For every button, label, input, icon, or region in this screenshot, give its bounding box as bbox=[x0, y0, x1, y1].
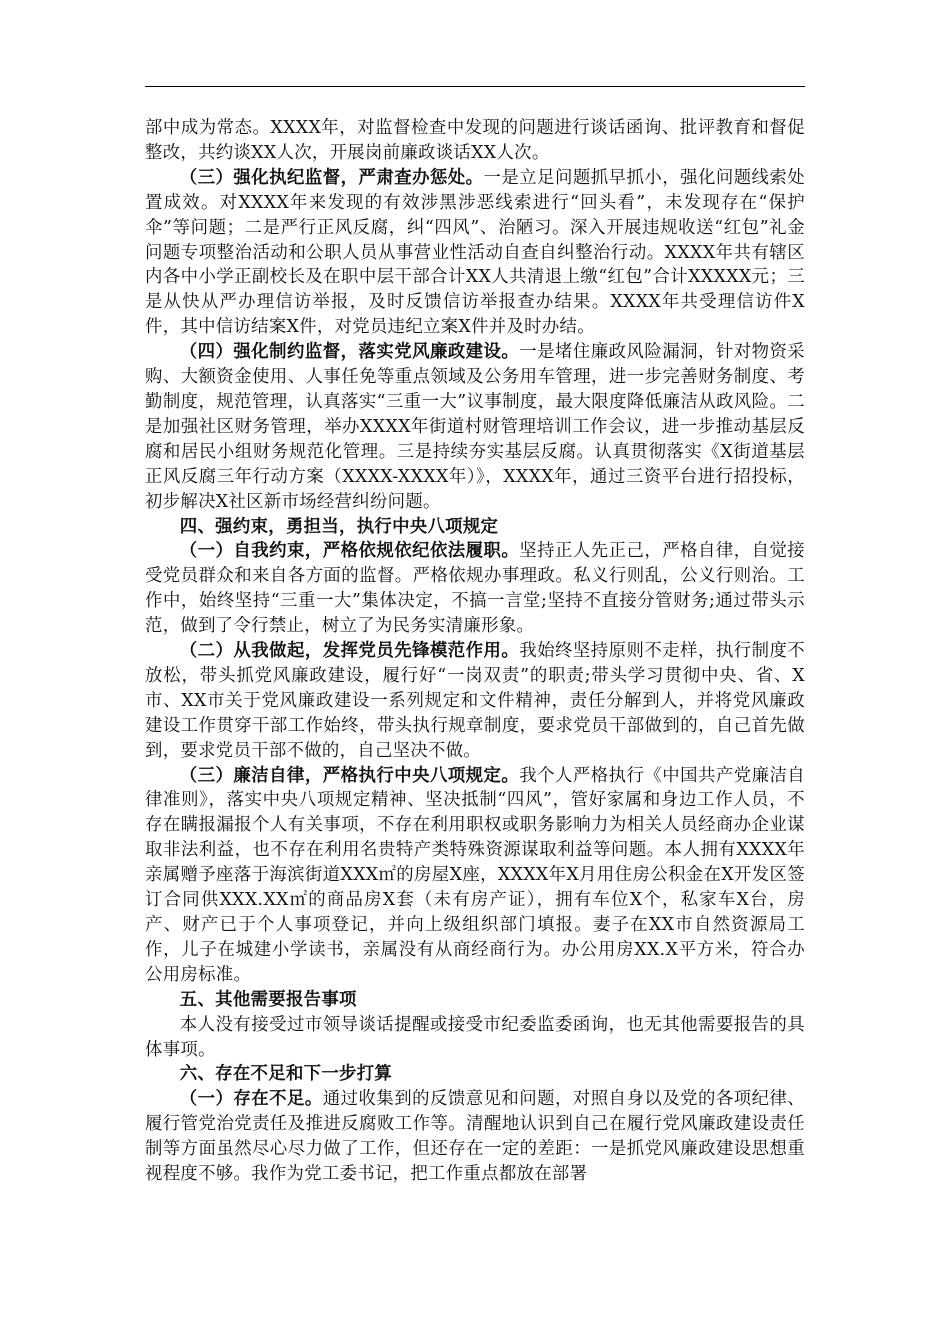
paragraph-text: 坚持正人先正己，严格自律，自觉接受党员群众和来自各方面的监督。严格依规办事理政。私义行则乱，公义行则治。工作中，始终坚持“三重一大”集体决定，不搞一言堂;坚持不直接分管财务;通过带头示范，做到了令行禁止，树立了为民务实清廉形象。 bbox=[145, 541, 806, 637]
paragraph-lead: （一）存在不足。 bbox=[179, 1089, 323, 1110]
paragraph-text: 我个人严格执行《中国共产党廉洁自律准则》，落实中央八项规定精神、坚决抵制“四风”，管好家属和身边工作人员，不存在瞒报漏报个人有关事项，不存在利用职权或职务影响力为相关人员经商办企业谋取非法利益，也不存在利用名贵特产类特殊资源谋取利益等问题。本人拥有XXXX年亲属赠予座落于海滨街道XXX㎡的房屋X座，XXXX年X月用住房公积金在X开发区签订合同供XXX.XX㎡的商品房X套（未有房产证），拥有车位X个，私家车X台，房产、财产已于个人事项登记，并向上级组织部门填报。妻子在XX市自然资源局工作，儿子在城建小学读书，亲属没有从商经商行为。办公用房XX.X平方米，符合办公用房标准。 bbox=[145, 765, 806, 985]
paragraph-lead: （二）从我做起，发挥党员先锋模范作用。 bbox=[179, 641, 520, 662]
paragraph bbox=[145, 1087, 805, 1187]
paragraph-text: 一是立足问题抓早抓小，强化问题线索处置成效。对XXXX年来发现的有效涉黑涉恶线索进行“回头看”，未发现存在“保护伞”等问题；二是严行正风反腐，纠“四风”、治陋习。深入开展违规收送“红包”礼金问题专项整治活动和公职人员从事营业性活动自查自纠整治行动。XXXX年共有辖区内各中小学正副校长及在职中层干部合计XX人共清退上缴“红包”合计XXXXX元；三是从快从严办理信访举报，及时反馈信访举报查办结果。XXXX年共受理信访件X件，其中信访结案X件，对党员违纪立案X件并及时办结。 bbox=[145, 167, 805, 338]
paragraph-lead: （一）自我约束，严格依规依纪依法履职。 bbox=[179, 541, 520, 562]
paragraph-lead: （四）强化制约监督，落实党风廉政建设。 bbox=[179, 342, 520, 363]
paragraph-lead: （三）强化执纪监督，严肃查办惩处。 bbox=[179, 167, 484, 188]
document-body bbox=[145, 116, 805, 1187]
paragraph-text: 通过收集到的反馈意见和问题，对照自身以及党的各项纪律、履行管党治党责任及推进反腐败工作等。清醒地认识到自己在履行党风廉政建设责任制等方面虽然尽心尽力做了工作，但还存在一定的差距：一是抓党风廉政建设思想重视程度不够。我作为党工委书记，把工作重点都放在部署 bbox=[145, 1089, 805, 1185]
section-heading: 六、存在不足和下一步打算 bbox=[179, 1064, 393, 1085]
paragraph bbox=[145, 764, 805, 988]
paragraph bbox=[145, 1013, 805, 1063]
section-heading: 五、其他需要报告事项 bbox=[179, 989, 357, 1010]
paragraph bbox=[145, 116, 805, 166]
paragraph-text: 我始终坚持原则不走样，执行制度不放松，带头抓党风廉政建设，履行好“一岗双责”的职责;带头学习贯彻中央、省、X市、XX市关于党风廉政建设一系列规定和文件精神，责任分解到人，并将党风廉政建设工作贯穿干部工作始终，带头执行规章制度，要求党员干部做到的，自己首先做到，要求党员干部不做的，自己坚决不做。 bbox=[145, 641, 806, 761]
paragraph bbox=[145, 340, 805, 514]
paragraph-lead: （三）廉洁自律，严格执行中央八项规定。 bbox=[179, 765, 520, 786]
paragraph-text: 本人没有接受过市领导谈话提醒或接受市纪委监委函询，也无其他需要报告的具体事项。 bbox=[145, 1014, 805, 1060]
paragraph bbox=[145, 639, 805, 764]
paragraph-text: 部中成为常态。XXXX年，对监督检查中发现的问题进行谈话函询、批评教育和督促整改，共约谈XX人次，开展岗前廉政谈话XX人次。 bbox=[145, 118, 805, 163]
paragraph bbox=[145, 166, 805, 340]
paragraph-text: 一是堵住廉政风险漏洞，针对物资采购、大额资金使用、人事任免等重点领域及公务用车管理，进一步完善财务制度、考勤制度，规范管理，认真落实“三重一大”议事制度，最大限度降低廉洁从政风险。二是加强社区财务管理，举办XXXX年街道村财管理培训工作会议，进一步推动基层反腐和居民小组财务规范化管理。三是持续夯实基层反腐。认真贯彻落实《X街道基层正风反腐三年行动方案（XXXX-XXXX年）》，XXXX年，通过三资平台进行招投标，初步解决X社区新市场经营纠纷问题。 bbox=[145, 342, 806, 512]
paragraph bbox=[145, 539, 805, 639]
section-heading: 四、强约束，勇担当，执行中央八项规定 bbox=[179, 516, 499, 537]
header-rule bbox=[145, 86, 805, 87]
